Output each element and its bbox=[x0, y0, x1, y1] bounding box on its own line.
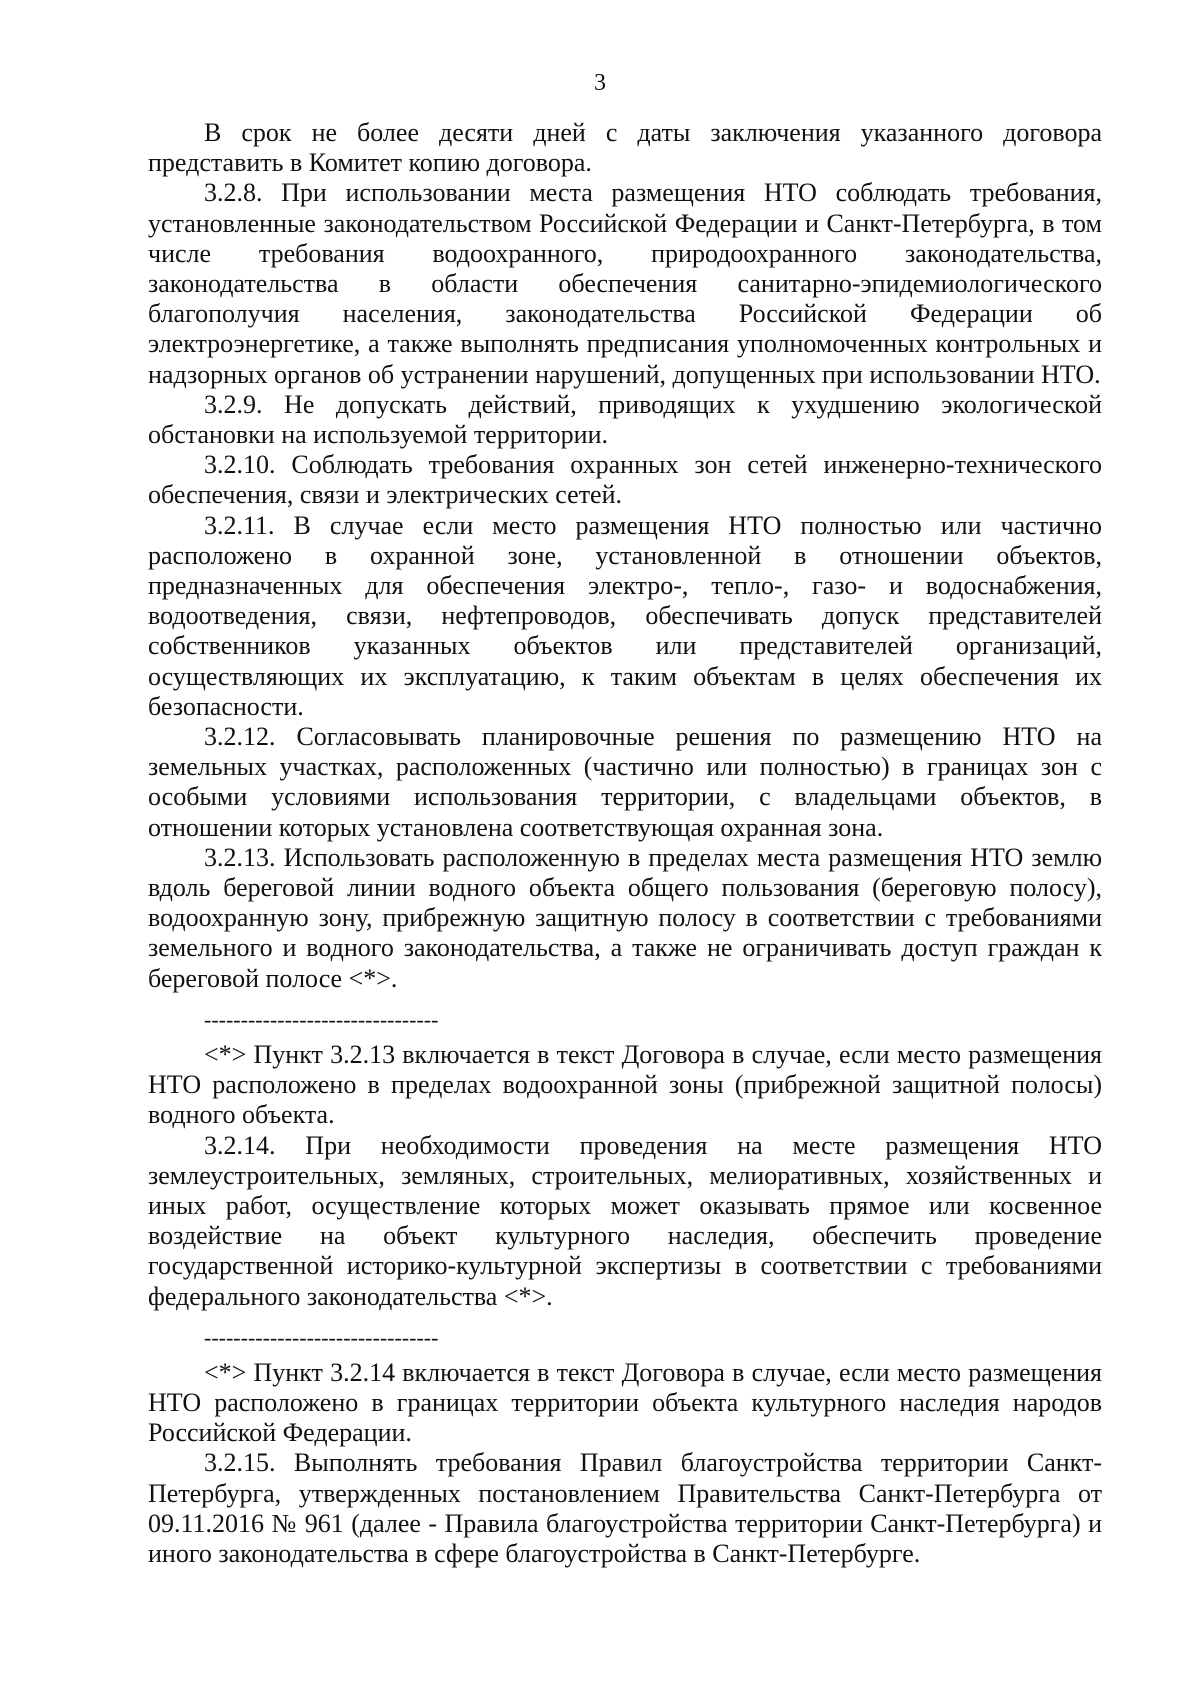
footnote-3-2-14: <*> Пункт 3.2.14 включается в текст Договора в случае, если место размещения НТО расположено в границах территории объекта культурного наследия народов Российской Федерации. bbox=[148, 1357, 1102, 1448]
footnote-separator-2: -------------------------------- bbox=[204, 1325, 439, 1350]
paragraph-3-2-14: 3.2.14. При необходимости проведения на месте размещения НТО землеустроительных, земляных, строительных, мелиоративных, хозяйственных и иных работ, осуществление которых может оказывать прямое или косвенное воздействие на объект культурного наследия, обеспечить проведение государственной историко-культурной экспертизы в соответствии с требованиями федерального законодательства <*>. bbox=[148, 1130, 1102, 1311]
paragraph-3-2-11: 3.2.11. В случае если место размещения НТО полностью или частично расположено в охранной зоне, установленной в отношении объектов, предназначенных для обеспечения электро-, тепло-, газо- и водоснабжения, водоотведения, связи, нефтепроводов, обеспечивать допуск представителей собственников указанных объектов или представителей организаций, осуществляющих их эксплуатацию, к таким объектам в целях обеспечения их безопасности. bbox=[148, 510, 1102, 721]
page-number: 3 bbox=[594, 70, 606, 96]
document-body bbox=[148, 118, 1102, 1569]
paragraph-3-2-8: 3.2.8. При использовании места размещения НТО соблюдать требования, установленные законодательством Российской Федерации и Санкт-Петербурга, в том числе требования водоохранного, природоохранного законодательства, законодательства в области обеспечения санитарно-эпидемиологического благополучия населения, законодательства Российской Федерации об электроэнергетике, а также выполнять предписания уполномоченных контрольных и надзорных органов об устранении нарушений, допущенных при использовании НТО. bbox=[148, 178, 1102, 389]
paragraph-3-2-12: 3.2.12. Согласовывать планировочные решения по размещению НТО на земельных участках, расположенных (частично или полностью) в границах зон с особыми условиями использования территории, с владельцами объектов, в отношении которых установлена соответствующая охранная зона. bbox=[148, 722, 1102, 842]
paragraph-3-2-13: 3.2.13. Использовать расположенную в пределах места размещения НТО землю вдоль береговой линии водного объекта общего пользования (береговую полосу), водоохранную зону, прибрежную защитную полосу в соответствии с требованиями земельного и водного законодательства, а также не ограничивать доступ граждан к береговой полосе <*>. bbox=[148, 842, 1102, 993]
paragraph-3-2-15: 3.2.15. Выполнять требования Правил благоустройства территории Санкт-Петербурга, утвержденных постановлением Правительства Санкт-Петербурга от 09.11.2016 № 961 (далее - Правила благоустройства территории Санкт-Петербурга) и иного законодательства в сфере благоустройства в Санкт-Петербурге. bbox=[148, 1448, 1102, 1568]
paragraph-3-2-10: 3.2.10. Соблюдать требования охранных зон сетей инженерно-технического обеспечения, связи и электрических сетей. bbox=[148, 450, 1102, 510]
footnote-separator-1: -------------------------------- bbox=[204, 1007, 439, 1032]
footnote-3-2-13: <*> Пункт 3.2.13 включается в текст Договора в случае, если место размещения НТО расположено в пределах водоохранной зоны (прибрежной защитной полосы) водного объекта. bbox=[148, 1039, 1102, 1130]
paragraph-intro: В срок не более десяти дней с даты заключения указанного договора представить в Комитет копию договора. bbox=[148, 118, 1102, 178]
paragraph-3-2-9: 3.2.9. Не допускать действий, приводящих к ухудшению экологической обстановки на используемой территории. bbox=[148, 389, 1102, 450]
